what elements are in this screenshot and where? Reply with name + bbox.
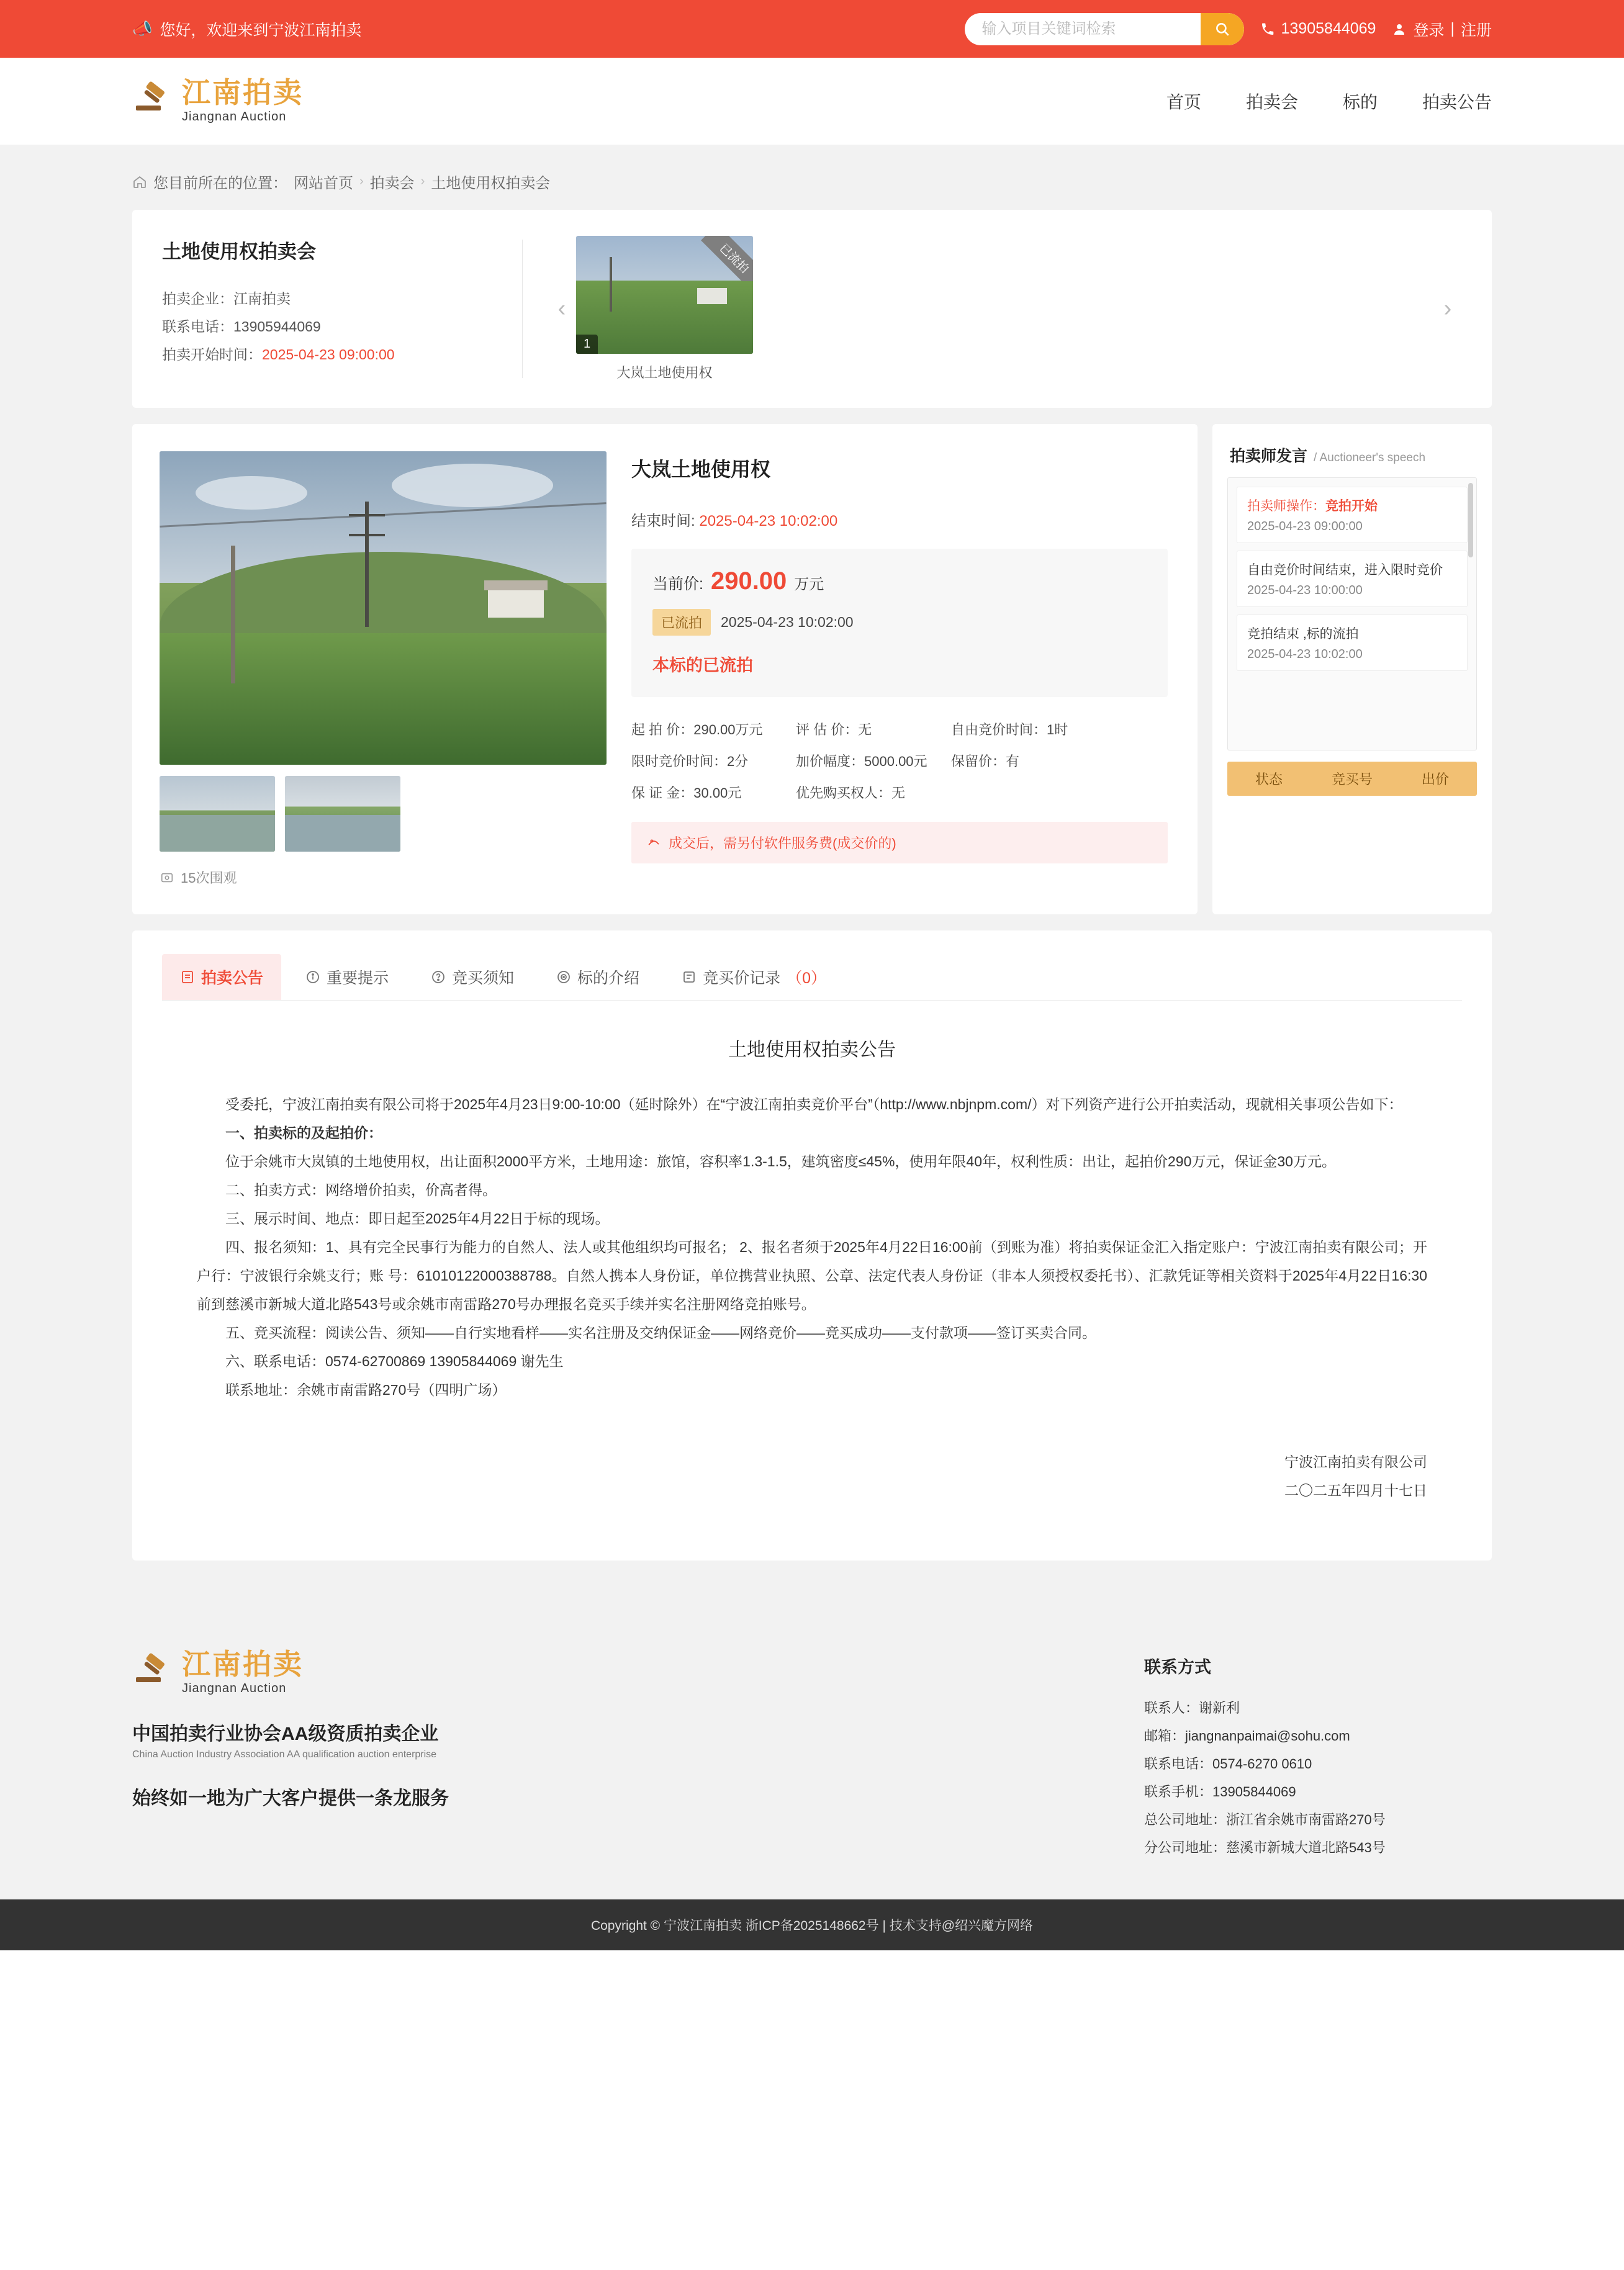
- footer-branch-address: 分公司地址：慈溪市新城大道北路543号: [1144, 1840, 1386, 1856]
- announcement-paragraph-7: 五、竞买流程：阅读公告、须知——自行实地看样——实名注册及交纳保证金——网络竞价——竞买成功——支付款项——签订买卖合同。: [225, 1325, 1096, 1341]
- auction-start-value: 2025-04-23 09:00:00: [262, 346, 395, 363]
- top-utility-bar: [0, 0, 1624, 58]
- speech-message: [1237, 487, 1468, 543]
- info-icon: [305, 970, 320, 984]
- speech-msg-time-1: 2025-04-23 09:00:00: [1247, 520, 1363, 533]
- passed-in-note: 本标的已流拍: [652, 656, 753, 675]
- tab-bid-records[interactable]: [664, 954, 844, 1000]
- view-count-text: 15次围观: [181, 870, 237, 886]
- copyright-bar: Copyright © 宁波江南拍卖 浙ICP备2025148662号 | 技术支持@绍兴魔方网络: [0, 1899, 1624, 1950]
- current-price-unit: 万元: [794, 576, 824, 593]
- status-ribbon: 已流拍: [687, 236, 753, 281]
- bid-record-table-header: [1227, 762, 1477, 796]
- phone-icon: [1260, 22, 1275, 37]
- view-count: [160, 868, 607, 887]
- lot-title: 大岚土地使用权: [631, 458, 771, 480]
- speech-msg-prefix-1: 拍卖师操作：: [1247, 499, 1325, 513]
- tab-important-notice-label: 重要提示: [327, 970, 389, 987]
- speech-title-en: / Auctioneer's speech: [1314, 451, 1426, 464]
- tab-lot-introduction-label: 标的介绍: [577, 970, 640, 987]
- lot-info: [631, 451, 1168, 887]
- list-icon: [682, 970, 697, 984]
- announcement-paragraph-3: 位于余姚市大岚镇的土地使用权，出让面积2000平方米，土地用途：旅馆，容积率1.3-1.5，建筑密度≤45%，使用年限40年，权利性质：出让，起拍价290万元，保证金30万元。: [225, 1153, 1336, 1169]
- account-divider: |: [1450, 20, 1455, 37]
- current-price-row: [652, 567, 1147, 595]
- auction-phone-label: 联系电话：: [162, 318, 233, 335]
- announcement-paragraph-4: 二、拍卖方式：网络增价拍卖，价高者得。: [225, 1182, 497, 1198]
- lot-spec-grid: [631, 719, 1168, 802]
- gavel-icon: [132, 81, 173, 122]
- gavel-icon: [132, 1652, 173, 1693]
- lot-thumbnail-caption: 大岚土地使用权: [616, 365, 713, 381]
- tab-announcement[interactable]: [162, 954, 281, 1000]
- signature-date: 二〇二五年四月十七日: [1284, 1482, 1427, 1498]
- search-button[interactable]: [1201, 13, 1244, 45]
- footer-slogan-1: 中国拍卖行业协会AA级资质拍卖企业: [132, 1724, 439, 1744]
- status-badge: 已流拍: [652, 609, 711, 636]
- signature-company: 宁波江南拍卖有限公司: [1284, 1454, 1427, 1470]
- speech-msg-prefix-2: 自由竞价时间结束，进入限时竞价: [1247, 563, 1443, 577]
- announcement-title: 土地使用权拍卖公告: [728, 1040, 896, 1060]
- announcement-signature: [197, 1448, 1427, 1505]
- spec-empty: [951, 783, 1168, 802]
- spec-preemptive: 优先购买权人：无: [796, 785, 906, 801]
- auction-company-row: [162, 285, 503, 313]
- speech-header: [1227, 440, 1477, 477]
- site-header: [0, 58, 1624, 145]
- footer-hq-address: 总公司地址：浙江省余姚市南雷路270号: [1144, 1812, 1386, 1828]
- spec-deposit: 保 证 金：30.00元: [631, 785, 742, 801]
- status-time: 2025-04-23 10:02:00: [721, 614, 854, 630]
- auction-company-value: 江南拍卖: [233, 291, 291, 307]
- breadcrumb-item-home[interactable]: 网站首页: [294, 175, 353, 192]
- tab-lot-introduction[interactable]: [538, 954, 657, 1000]
- status-row: [652, 609, 1147, 636]
- speech-message: [1237, 551, 1468, 607]
- register-link[interactable]: 注册: [1460, 21, 1492, 39]
- footer-logo-cn: 江南拍卖: [182, 1647, 304, 1681]
- announcement-paragraph-1: 受委托，宁波江南拍卖有限公司将于2025年4月23日9:00-10:00（延时除外）在“宁波江南拍卖竞价平台”（http://www.nbjnpm.com/）对下列资产进行公开拍卖活动，现就相关事项公告如下：: [225, 1096, 1403, 1112]
- lot-thumbnail-strip[interactable]: [160, 776, 607, 852]
- speech-scrollbar[interactable]: [1468, 483, 1473, 557]
- lot-main-photo[interactable]: [160, 451, 607, 765]
- breadcrumb-sep-2: ›: [420, 174, 425, 188]
- breadcrumb: [132, 145, 1492, 210]
- spec-start-price: 起 拍 价：290.00万元: [631, 722, 763, 737]
- lot-thumbnail-image[interactable]: [576, 236, 753, 354]
- logo-text-en: Jiangnan Auction: [182, 110, 287, 124]
- auction-title: 土地使用权拍卖会: [162, 241, 316, 263]
- lot-gallery: [160, 451, 607, 887]
- eye-icon: [160, 871, 174, 885]
- lot-detail-main: [132, 424, 1198, 914]
- welcome-text: 您好，欢迎来到宁波江南拍卖: [160, 21, 362, 39]
- spec-appraisal: 评 估 价：无: [796, 722, 872, 737]
- alert-icon: [646, 835, 661, 850]
- main-nav[interactable]: [1166, 89, 1492, 114]
- content-tabs[interactable]: [162, 954, 1462, 1001]
- footer-slogan-1-en: China Auction Industry Association AA qualification auction enterprise: [132, 1749, 437, 1760]
- user-icon: [1392, 22, 1407, 37]
- question-icon: [431, 970, 446, 984]
- auction-company-label: 拍卖企业：: [162, 291, 233, 307]
- spec-increment: 加价幅度：5000.00元: [796, 754, 927, 769]
- speech-msg-time-2: 2025-04-23 10:00:00: [1247, 583, 1363, 597]
- footer-contact-tel: 联系电话：0574-6270 0610: [1144, 1756, 1312, 1772]
- content-panel: [132, 930, 1492, 1561]
- announcement-paragraph-8: 六、联系电话：0574-62700869 13905844069 谢先生: [225, 1353, 564, 1369]
- lot-end-time-value: 2025-04-23 10:02:00: [699, 513, 838, 529]
- tab-bid-records-count: （0）: [787, 970, 826, 987]
- megaphone-icon: 📣: [132, 19, 153, 38]
- speech-msg-action-1: 竞拍开始: [1325, 499, 1378, 513]
- footer-contact-email: 邮箱：jiangnanpaimai@sohu.com: [1144, 1728, 1350, 1744]
- lot-end-time-label: 结束时间:: [631, 513, 695, 529]
- vertical-divider: [522, 240, 523, 378]
- announcement-paragraph-5: 三、展示时间、地点：即日起至2025年4月22日于标的现场。: [225, 1210, 610, 1227]
- bid-col-bidder: 竞买号: [1331, 772, 1373, 787]
- target-icon: [556, 970, 571, 984]
- lot-thumbnail-item[interactable]: [576, 236, 753, 382]
- carousel-next-icon[interactable]: ›: [1443, 295, 1452, 322]
- footer-slogan-2: 始终如一地为广大客户提供一条龙服务: [132, 1788, 449, 1809]
- fee-note: [631, 822, 1168, 863]
- footer-contact-title: 联系方式: [1144, 1658, 1211, 1677]
- speech-msg-prefix-3: 竞拍结束 ,标的流拍: [1247, 627, 1359, 641]
- auction-summary-card: [132, 210, 1492, 408]
- price-panel: [631, 549, 1168, 697]
- auction-start-label: 拍卖开始时间：: [162, 346, 262, 363]
- login-link[interactable]: 登录: [1413, 21, 1445, 39]
- current-price-label: 当前价:: [652, 575, 703, 593]
- auction-start-row: [162, 341, 503, 369]
- announcement-paragraph-2: 一、拍卖标的及起拍价：: [225, 1125, 382, 1141]
- footer-contact-person: 联系人：谢新利: [1144, 1700, 1240, 1716]
- bid-col-price: 出价: [1421, 772, 1449, 787]
- spec-free-bid-time: 自由竞价时间：1时: [951, 722, 1068, 737]
- spec-reserve: 保留价：有: [951, 754, 1020, 769]
- tab-important-notice[interactable]: [287, 954, 407, 1000]
- home-icon: [132, 174, 147, 189]
- auctioneer-speech-panel: [1212, 424, 1492, 914]
- nav-item-home[interactable]: 首页: [1166, 92, 1201, 112]
- breadcrumb-item-auctions[interactable]: 拍卖会: [369, 175, 415, 192]
- speech-message-list[interactable]: [1227, 477, 1477, 750]
- footer-contact-mobile: 联系手机：13905844069: [1144, 1784, 1296, 1800]
- auction-phone-value: 13905944069: [233, 318, 321, 335]
- fee-note-text: 成交后，需另付软件服务费(成交价的): [669, 835, 896, 851]
- search-input[interactable]: [965, 13, 1201, 45]
- spec-limited-bid-time: 限时竞价时间：2分: [631, 754, 749, 769]
- carousel-prev-icon[interactable]: ‹: [557, 295, 566, 322]
- nav-item-announcements[interactable]: 拍卖公告: [1422, 92, 1492, 112]
- speech-message: [1237, 615, 1468, 671]
- speech-title-cn: 拍卖师发言: [1230, 448, 1308, 465]
- speech-msg-time-3: 2025-04-23 10:02:00: [1247, 647, 1363, 661]
- thumbnail-index: 1: [576, 335, 598, 354]
- site-logo[interactable]: [132, 78, 304, 124]
- tab-bidder-instructions-label: 竞买须知: [452, 970, 515, 987]
- header-phone: [1260, 20, 1376, 38]
- search-box[interactable]: [965, 13, 1244, 45]
- nav-item-auctions[interactable]: 拍卖会: [1245, 92, 1298, 112]
- lot-detail-section: [132, 424, 1492, 914]
- lot-thumb-1[interactable]: [160, 776, 275, 852]
- tab-bidder-instructions[interactable]: [413, 954, 532, 1000]
- header-phone-number: 13905844069: [1281, 20, 1376, 37]
- current-price-value: 290.00: [710, 567, 787, 595]
- footer-logo-en: Jiangnan Auction: [182, 1682, 287, 1695]
- lot-end-time: [631, 508, 1168, 530]
- announcement-paragraph-9: 联系地址：余姚市南雷路270号（四明广场）: [225, 1382, 507, 1398]
- auction-phone-row: [162, 313, 503, 341]
- tab-bid-records-label: 竞买价记录: [703, 970, 781, 987]
- tab-announcement-label: 拍卖公告: [201, 970, 264, 987]
- lot-thumb-2[interactable]: [285, 776, 400, 852]
- document-icon: [180, 970, 195, 984]
- search-icon: [1214, 21, 1230, 37]
- account-links[interactable]: [1392, 18, 1492, 40]
- breadcrumb-sep-1: ›: [359, 174, 364, 188]
- announcement-paragraph-6: 四、报名须知：1、具有完全民事行为能力的自然人、法人或其他组织均可报名； 2、报名者须于2025年4月22日16:00前（到账为准）将拍卖保证金汇入指定账户：宁波江南拍卖有限公司；开户行：宁波银行余姚支行；账 号：61010122000388788。自然人携本人身份证，单位携营业执照、公章、法定代表人身份证（非本人须授权委托书）、汇款凭证等相关资料于2025年4月22日16:30前到慈溪市新城大道北路543号或余姚市南雷路270号办理报名竞买手续并实名注册网络竞拍账号。: [197, 1239, 1427, 1312]
- bid-col-status: 状态: [1255, 772, 1283, 787]
- breadcrumb-prefix: 您目前所在的位置：: [153, 175, 287, 192]
- announcement-document: [162, 1034, 1462, 1505]
- breadcrumb-item-current: 土地使用权拍卖会: [431, 175, 551, 192]
- footer-logo[interactable]: [132, 1647, 753, 1696]
- logo-text-cn: 江南拍卖: [182, 76, 304, 109]
- site-footer: [0, 1601, 1624, 1899]
- nav-item-lots[interactable]: 标的: [1342, 92, 1378, 112]
